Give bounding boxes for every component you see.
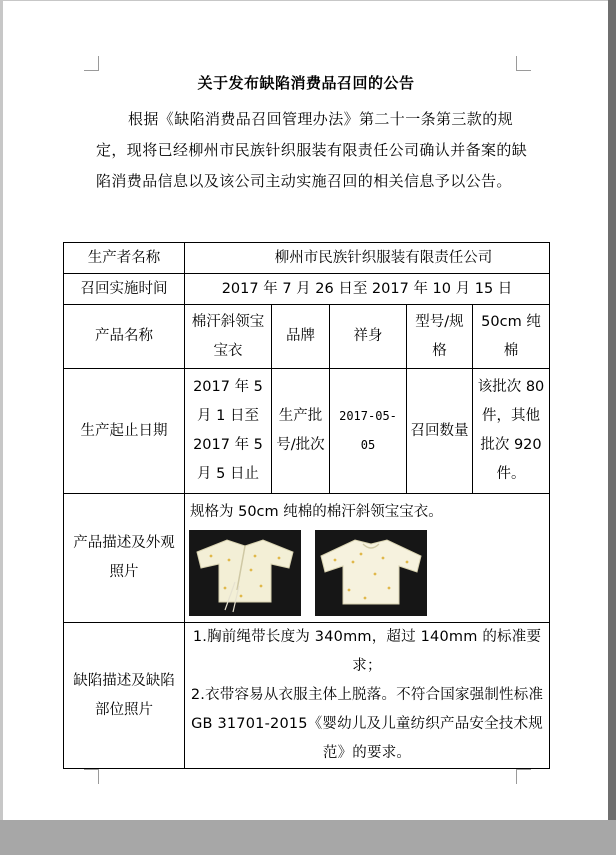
defect-label: 缺陷描述及缺陷部位照片 [64, 623, 185, 769]
manufacturer-value: 柳州市民族针织服装有限责任公司 [185, 243, 550, 274]
production-date-label: 生产起止日期 [64, 369, 185, 494]
defect-item-1: 1.胸前绳带长度为 340mm，超过 140mm 的标准要求； [192, 629, 542, 674]
recall-period-label: 召回实施时间 [64, 274, 185, 305]
recall-qty-label: 召回数量 [407, 369, 473, 494]
batch-value: 2017-05-05 [330, 369, 407, 494]
page-corner-mark-bottom-right [516, 769, 531, 784]
manufacturer-label: 生产者名称 [64, 243, 185, 274]
page-corner-mark-top-right [516, 56, 531, 71]
model-value: 50cm 纯棉 [473, 305, 550, 369]
vertical-scrollbar[interactable] [608, 0, 616, 855]
defect-cell [185, 623, 550, 769]
brand-value: 祥身 [330, 305, 407, 369]
production-date-value: 2017 年 5 月 1 日至 2017 年 5 月 5 日止 [185, 369, 272, 494]
recall-table [63, 242, 550, 769]
product-name-value: 棉汗斜领宝宝衣 [185, 305, 272, 369]
product-name-label: 产品名称 [64, 305, 185, 369]
page-corner-mark-bottom-left [84, 769, 99, 784]
product-photo-back [315, 530, 427, 616]
recall-period-value: 2017 年 7 月 26 日至 2017 年 10 月 15 日 [185, 274, 550, 305]
window-frame-top [0, 0, 616, 1]
document-title: 关于发布缺陷消费品召回的公告 [197, 74, 415, 92]
desc-value: 规格为 50cm 纯棉的棉汗斜领宝宝衣。 [190, 504, 443, 520]
intro-paragraph: 根据《缺陷消费品召回管理办法》第二十一条第三款的规定，现将已经柳州市民族针织服装有限责任公司确认并备案的缺陷消费品信息以及该公司主动实施召回的相关信息予以公告。 [96, 110, 528, 190]
brand-label: 品牌 [272, 305, 330, 369]
product-photos [185, 528, 549, 622]
window-frame-left [0, 0, 3, 855]
document-background-bottom [0, 820, 616, 855]
model-label: 型号/规格 [407, 305, 473, 369]
desc-label: 产品描述及外观照片 [64, 494, 185, 623]
recall-qty-value: 该批次 80 件，其他批次 920 件。 [473, 369, 550, 494]
desc-cell [185, 494, 550, 623]
defect-item-2: 2.衣带容易从衣服主体上脱落。不符合国家强制性标准 GB 31701-2015《婴幼儿及儿童纺织产品安全技术规范》的要求。 [190, 687, 544, 761]
product-photo-front [189, 530, 301, 616]
batch-label: 生产批号/批次 [272, 369, 330, 494]
page-corner-mark-top-left [84, 56, 99, 71]
